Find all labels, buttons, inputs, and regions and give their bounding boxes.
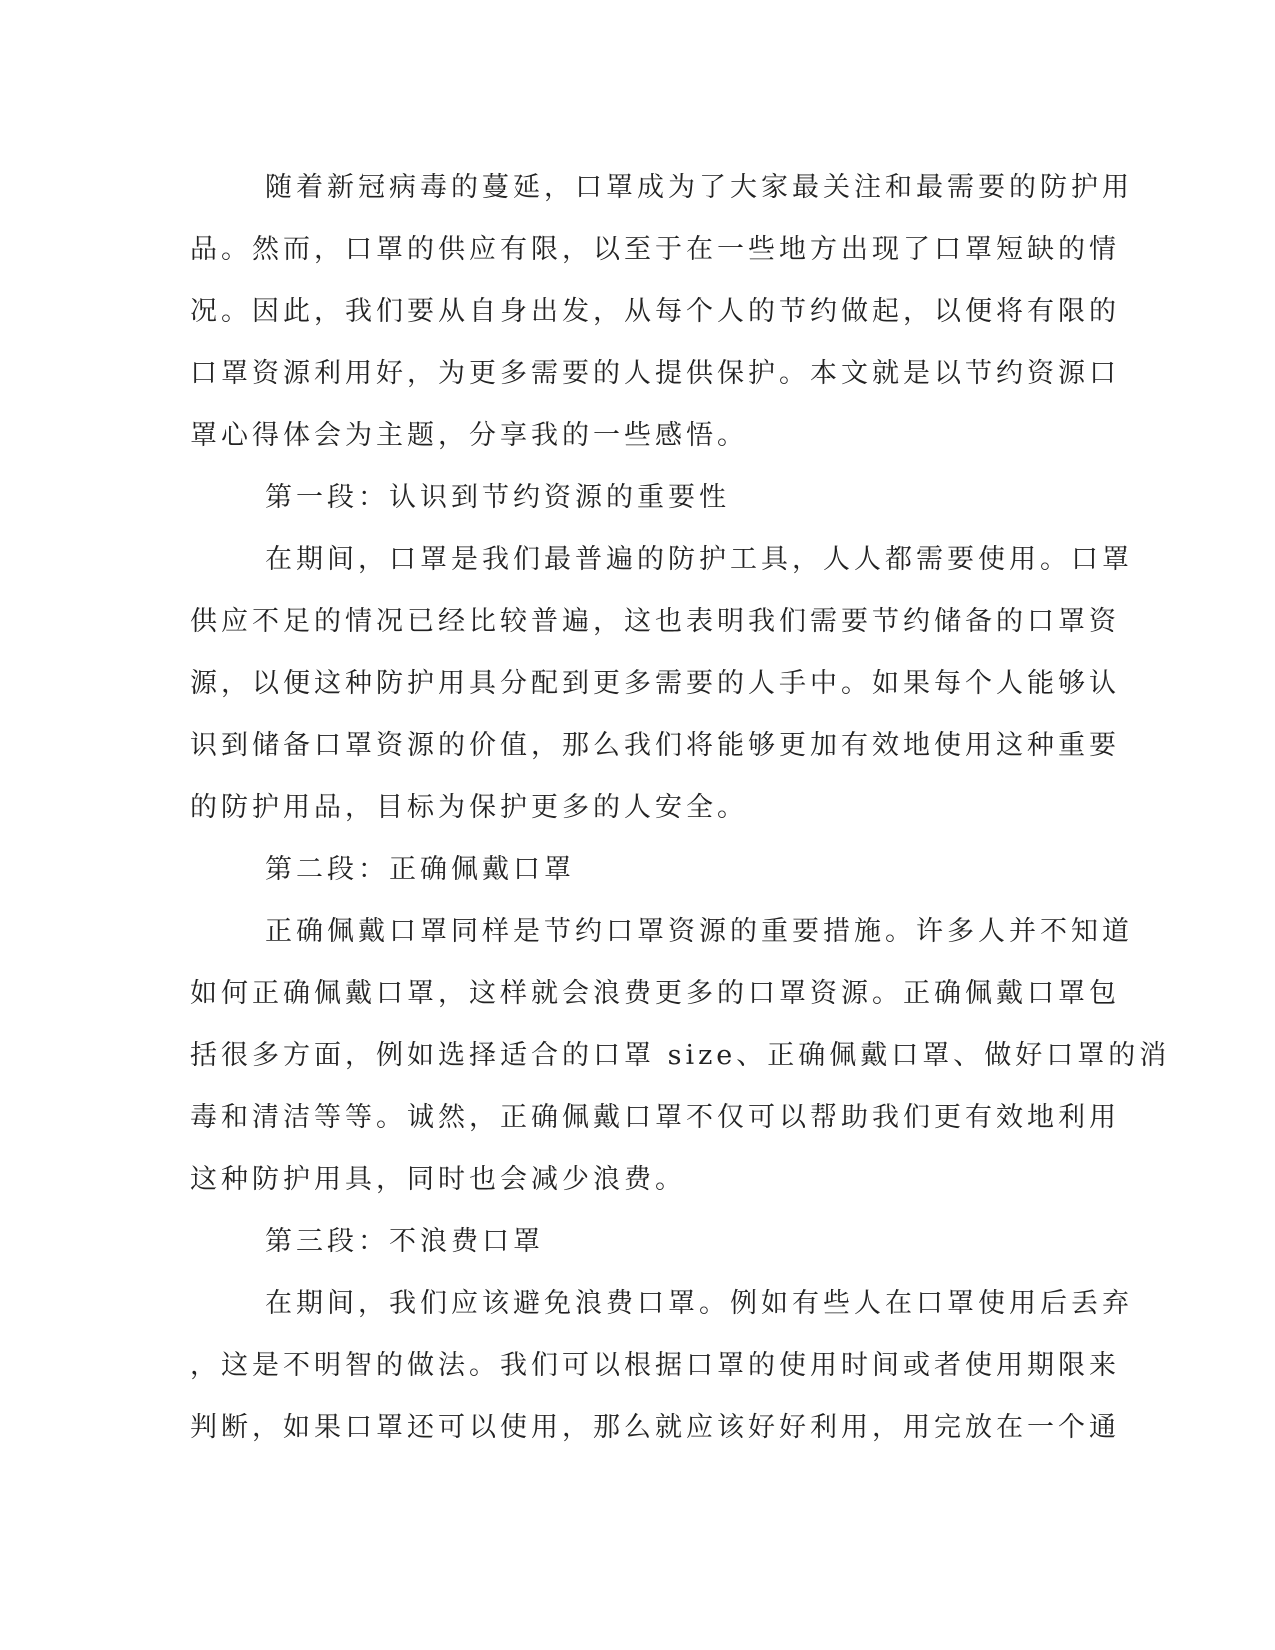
section-heading: 第一段：认识到节约资源的重要性 — [265, 482, 730, 513]
text-line: 口罩资源利用好，为更多需要的人提供保护。本文就是以节约资源口 — [190, 358, 1120, 389]
text-line: 在期间，我们应该避免浪费口罩。例如有些人在口罩使用后丢弃 — [265, 1288, 1133, 1319]
text-line: 罩心得体会为主题，分享我的一些感悟。 — [190, 420, 748, 451]
section-heading: 第二段：正确佩戴口罩 — [265, 854, 575, 885]
text-line: 这种防护用具，同时也会减少浪费。 — [190, 1164, 686, 1195]
text-line: 在期间，口罩是我们最普遍的防护工具，人人都需要使用。口罩 — [265, 544, 1133, 575]
text-line: 毒和清洁等等。诚然，正确佩戴口罩不仅可以帮助我们更有效地利用 — [190, 1102, 1120, 1133]
text-line: 品。然而，口罩的供应有限，以至于在一些地方出现了口罩短缺的情 — [190, 234, 1120, 265]
text-line: 正确佩戴口罩同样是节约口罩资源的重要措施。许多人并不知道 — [265, 916, 1133, 947]
text-line: 括很多方面，例如选择适合的口罩 size、正确佩戴口罩、做好口罩的消 — [190, 1040, 1171, 1071]
text-line: 识到储备口罩资源的价值，那么我们将能够更加有效地使用这种重要 — [190, 730, 1120, 761]
text-line: ，这是不明智的做法。我们可以根据口罩的使用时间或者使用期限来 — [190, 1350, 1120, 1381]
text-line: 供应不足的情况已经比较普遍，这也表明我们需要节约储备的口罩资 — [190, 606, 1120, 637]
text-line: 如何正确佩戴口罩，这样就会浪费更多的口罩资源。正确佩戴口罩包 — [190, 978, 1120, 1009]
section-heading: 第三段：不浪费口罩 — [265, 1226, 544, 1257]
text-line: 况。因此，我们要从自身出发，从每个人的节约做起，以便将有限的 — [190, 296, 1120, 327]
text-line: 随着新冠病毒的蔓延，口罩成为了大家最关注和最需要的防护用 — [265, 172, 1133, 203]
text-line: 源，以便这种防护用具分配到更多需要的人手中。如果每个人能够认 — [190, 668, 1120, 699]
text-line: 的防护用品，目标为保护更多的人安全。 — [190, 792, 748, 823]
text-line: 判断，如果口罩还可以使用，那么就应该好好利用，用完放在一个通 — [190, 1412, 1120, 1443]
document-body — [190, 157, 1171, 1459]
